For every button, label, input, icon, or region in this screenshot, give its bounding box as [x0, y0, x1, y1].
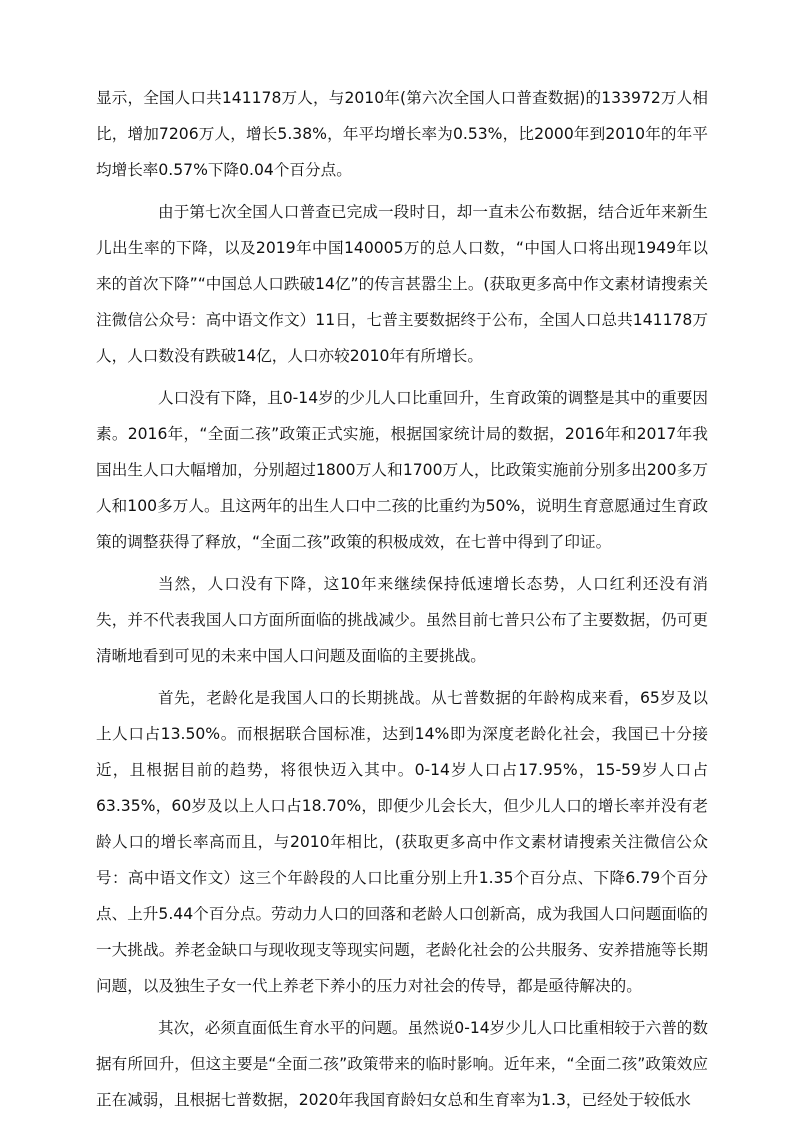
paragraph-census-rumor: 由于第七次全国人口普查已完成一段时日，却一直未公布数据，结合近年来新生儿出生率的下降，以及2019年中国140005万的总人口数，“中国人口将出现1949年以来的首次下降”“中国总人口跌破14亿”的传言甚嚣尘上。(获取更多高中作文素材请搜索关注微信公众号：高中语文作文）11日，七普主要数据终于公布，全国人口总共141178万人，人口数没有跌破14亿，人口亦较2010年有所增长。 — [96, 203, 708, 365]
paragraph-aging: 首先，老龄化是我国人口的长期挑战。从七普数据的年龄构成来看，65岁及以上人口占13.50%。而根据联合国标准，达到14%即为深度老龄化社会，我国已十分接近，且根据目前的趋势，将很快迈入其中。0-14岁人口占17.95%，15-59岁人口占63.35%，60岁及以上人口占18.70%，即便少儿会长大，但少儿人口的增长率并没有老龄人口的增长率高而且，与2010年相比，(获取更多高中作文素材请搜索关注微信公众号：高中语文作文）这三个年龄段的人口比重分别上升1.35个百分点、下降6.79个百分点、上升5.44个百分点。劳动力人口的回落和老龄人口创新高，成为我国人口问题面临的一大挑战。养老金缺口与现收现支等现实问题，老龄化社会的公共服务、安养措施等长期问题，以及独生子女一代上养老下养小的压力对社会的传导，都是亟待解决的。 — [96, 689, 708, 995]
paragraph-population-total: 显示，全国人口共141178万人，与2010年(第六次全国人口普查数据)的133972万人相比，增加7206万人，增长5.38%，年平均增长率为0.53%，比2000年到2010年的年平均增长率0.57%下降0.04个百分点。 — [96, 89, 708, 179]
paragraph-low-fertility: 其次，必须直面低生育水平的问题。虽然说0-14岁少儿人口比重相较于六普的数据有所回升，但这主要是“全面二孩”政策带来的临时影响。近年来，“全面二孩”政策效应正在减弱，且根据七普数据，2020年我国育龄妇女总和生育率为1.3，已经处于较低水 — [96, 1019, 708, 1109]
document-page — [96, 80, 708, 1124]
paragraph-two-child-policy: 人口没有下降，且0-14岁的少儿人口比重回升，生育政策的调整是其中的重要因素。2016年，“全面二孩”政策正式实施，根据国家统计局的数据，2016年和2017年我国出生人口大幅增加，分别超过1800万人和1700万人，比政策实施前分别多出200多万人和100多万人。且这两年的出生人口中二孩的比重约为50%，说明生育意愿通过生育政策的调整获得了释放，“全面二孩”政策的积极成效，在七普中得到了印证。 — [96, 389, 708, 551]
paragraph-challenges: 当然，人口没有下降，这10年来继续保持低速增长态势，人口红利还没有消失，并不代表我国人口方面所面临的挑战减少。虽然目前七普只公布了主要数据，仍可更清晰地看到可见的未来中国人口问题及面临的主要挑战。 — [96, 575, 708, 665]
